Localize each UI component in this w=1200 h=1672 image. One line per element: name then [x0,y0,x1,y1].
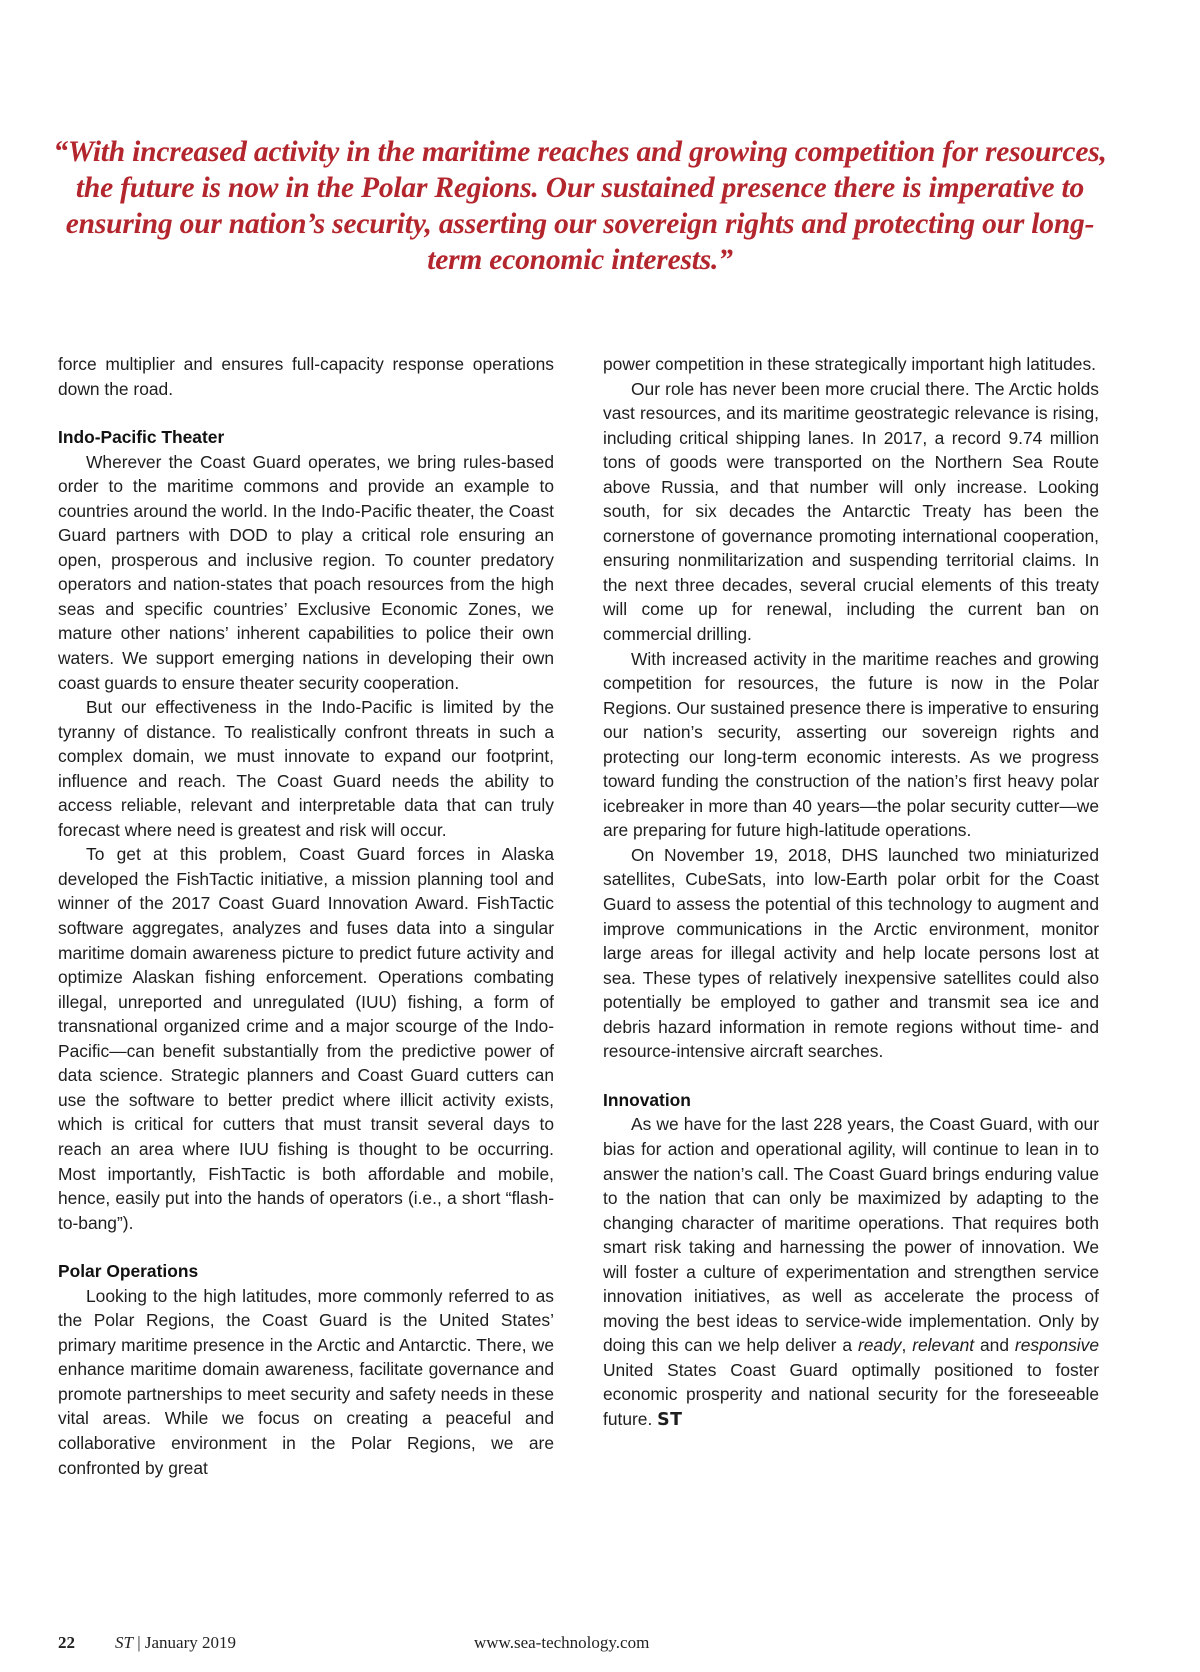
text-run: , [901,1335,907,1356]
emphasis-relevant: relevant [912,1335,975,1356]
right-column [603,352,1099,1433]
paragraph: power competition in these strategically important high latitudes. [603,354,1096,374]
end-mark: ST [657,1409,683,1430]
paragraph: Wherever the Coast Guard operates, we bring rules-based order to the maritime commons and provide an example to countries around the world. In the Indo-Pacific theater, the Coast Guard partners with DOD to play a critical role ensuring an open, prosperous and inclusive region. To counter predatory operators and nation-states that poach resources from the high seas and specific countries’ Exclusive Economic Zones, we mature other nations’ inherent capabilities to police their own waters. We support emerging nations in developing their own coast guards to ensure theater security cooperation. [58,451,554,693]
paragraph [603,1112,1099,1432]
website-url: www.sea-technology.com [474,1633,650,1652]
paragraph: With increased activity in the maritime reaches and growing competition for resources, the future is now in the Polar Regions. Our sustained presence there is imperative to ensuring our nation’s security, asserting our sovereign rights and protecting our long-term economic interests. As we progress toward funding the construction of the nation’s first heavy polar icebreaker in more than 40 years—the polar security cutter—we are preparing for future high-latitude operations. [603,648,1099,841]
left-column [58,352,554,1480]
text-run: United States Coast Guard optimally positioned to foster economic prosperity and national security for the foreseeable future. [603,1359,1099,1429]
paragraph: Our role has never been more crucial there. The Arctic holds vast resources, and its maritime geostrategic relevance is rising, including critical shipping lanes. In 2017, a record 9.74 million tons of goods were transported on the Northern Sea Route above Russia, and that number will only increase. Looking south, for six decades the Antarctic Treaty has been the cornerstone of governance promoting international cooperation, ensuring nonmilitarization and suspending territorial claims. In the next three decades, several crucial elements of this treaty will come up for renewal, including the current ban on commercial drilling. [603,378,1099,645]
section-heading-polar-operations: Polar Operations [58,1261,199,1282]
page-number: 22 [58,1633,75,1652]
section-heading-indo-pacific: Indo-Pacific Theater [58,427,225,448]
emphasis-ready: ready [857,1335,902,1356]
text-run: As we have for the last 228 years, the Coast Guard, with our bias for action and operational agility, will continue to lean in to answer the nation’s call. The Coast Guard brings enduring value to the nation that can only be maximized by adapting to the changing character of maritime operations. That requires both smart risk taking and harnessing the power of innovation. We will foster a culture of experimentation and strengthen service innovation initiatives, as well as accelerate the process of moving the best ideas to service-wide implementation. Only by doing this can we help deliver a [603,1114,1099,1356]
paragraph: On November 19, 2018, DHS launched two miniaturized satellites, CubeSats, into low-Earth polar orbit for the Coast Guard to assess the potential of this technology to augment and improve communications in the Arctic environment, monitor large areas for illegal activity and help locate persons lost at sea. These types of relatively inexpensive satellites could also potentially be employed to gather and transmit sea ice and debris hazard information in remote regions without time- and resource-intensive aircraft searches. [603,844,1099,1062]
pull-quote: “With increased activity in the maritime reaches and growing competition for resources, the future is now in the Polar Regions. Our sustained presence there is imperative to ensuring our nation’s security, asserting our sovereign rights and protecting our long-term economic interests.” [53,136,1107,276]
issue-date: | January 2019 [137,1633,236,1652]
emphasis-responsive: responsive [1014,1335,1100,1356]
issue-label [115,1633,236,1653]
publication-name: ST [115,1633,133,1652]
text-run: and [979,1335,1009,1356]
paragraph: force multiplier and ensures full-capacity response operations down the road. [58,354,554,399]
section-heading-innovation: Innovation [603,1089,691,1110]
paragraph: To get at this problem, Coast Guard forces in Alaska developed the FishTactic initiative, a mission planning tool and winner of the 2017 Coast Guard Innovation Award. FishTactic software aggregates, analyzes and fuses data into a singular maritime domain awareness picture to predict future activity and optimize Alaskan fishing enforcement. Operations combating illegal, unreported and unregulated (IUU) fishing, a form of transnational organized crime and a major scourge of the Indo-Pacific—can benefit substantially from the predictive power of data science. Strategic planners and Coast Guard cutters can use the software to better predict where illicit activity exists, which is critical for cutters that must transit several days to reach an area where IUU fishing is thought to be occurring. Most importantly, FishTactic is both affordable and mobile, hence, easily put into the hands of operators (i.e., a short “flash-to-bang”). [58,844,554,1233]
paragraph: But our effectiveness in the Indo-Pacific is limited by the tyranny of distance. To realistically confront threats in such a complex domain, we must innovate to expand our footprint, influence and reach. The Coast Guard needs the ability to access reliable, relevant and interpretable data that can truly forecast where need is greatest and risk will occur. [58,697,554,840]
paragraph: Looking to the high latitudes, more commonly referred to as the Polar Regions, the Coast Guard is the United States’ primary maritime presence in the Arctic and Antarctic. There, we enhance maritime domain awareness, facilitate governance and promote partnerships to meet security and safety needs in these vital areas. While we focus on creating a peaceful and collaborative environment in the Polar Regions, we are confronted by great [58,1285,554,1478]
